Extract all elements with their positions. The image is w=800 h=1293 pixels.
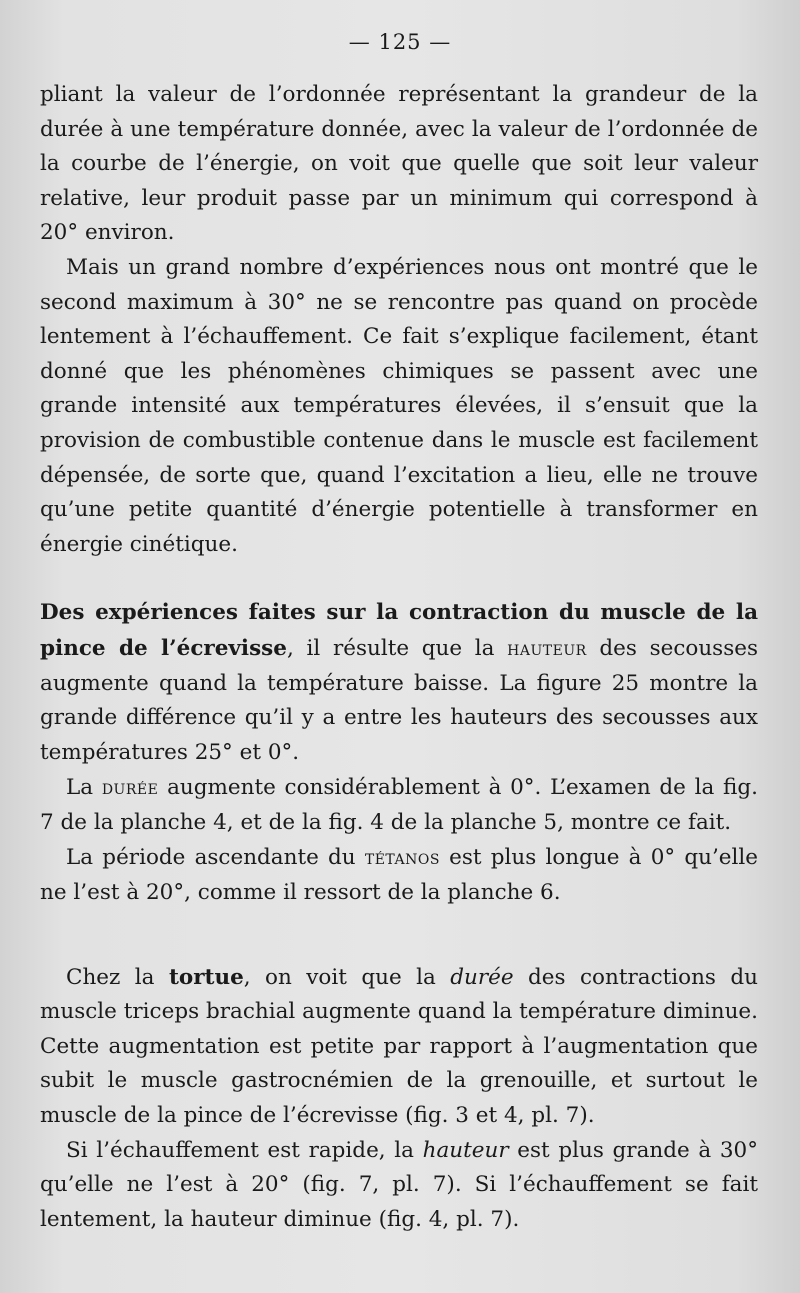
small-caps-term: tétanos <box>364 845 440 870</box>
text-run: est plus longue à 0° qu’elle ne l’est à 20°, comme il ressort de la planche 6. <box>40 845 758 906</box>
text-run: La <box>66 775 102 801</box>
small-caps-term: durée <box>101 775 159 800</box>
text-run: des secousses augmente quand la température baisse. La figure 25 montre la grande différence qu’il y a entre les hauteurs des secousses aux températures 25° et 0°. <box>40 635 758 765</box>
text-run: , il résulte que la <box>286 635 508 661</box>
italic-term: hauteur <box>422 1137 509 1163</box>
text-run: La période ascendante du <box>66 845 365 871</box>
text-run: augmente considérablement à 0°. L’examen de la fig. 7 de la planche 4, et de la fig. 4 de la planche 5, montre ce fait. <box>40 775 758 835</box>
paragraph-2: Mais un grand nombre d’expériences nous ont montré que le second maximum à 30° ne se rencontre pas quand on procède lentement à l’échauffement. Ce fait s’explique facilement, étant donné que les phénomènes chimiques se passent avec une grande intensité aux températures élevées, il s’ensuit que la provision de combustible contenue dans le muscle est facilement dépensée, de sorte que, quand l’excitation a lieu, elle ne trouve qu’une petite quantité d’énergie potentielle à transformer en énergie cinétique. <box>40 254 758 557</box>
paragraph-4 <box>40 770 758 840</box>
paragraph-1: pliant la valeur de l’ordonnée représentant la grandeur de la durée à une température donnée, avec la valeur de l’ordonnée de la courbe de l’énergie, on voit que quelle que soit leur valeur relative, leur produit passe par un minimum qui correspond à 20° environ. <box>40 82 758 246</box>
paragraph-5 <box>40 840 758 910</box>
bold-term: tortue <box>168 964 244 990</box>
text-run: Si l’échauffement est rapide, la <box>66 1137 423 1163</box>
body-text <box>40 78 758 1237</box>
paragraph-6 <box>40 961 758 1134</box>
bold-phrase: Des expériences faites sur la contraction du muscle de la pince de l’écrevisse <box>40 600 758 661</box>
text-run: , on voit que la <box>243 964 451 990</box>
text-run: Chez la <box>66 964 169 990</box>
italic-term: durée <box>450 964 514 990</box>
page-number: — 125 — <box>348 30 452 54</box>
paragraph-7 <box>40 1134 758 1238</box>
text-run: est plus grande à 30° qu’elle ne l’est à 20° (fig. 7, pl. 7). Si l’échauffement se fait lentement, la hauteur diminue (fig. 4, pl. 7). <box>40 1137 758 1232</box>
paragraph-3 <box>40 596 758 770</box>
text-run: des contractions du muscle triceps brachial augmente quand la température diminue. Cette augmentation est petite par rapport à l’augmentation que subit le muscle gastrocnémien de la grenouille, et surtout le muscle de la pince de l’écrevisse (fig. 3 et 4, pl. 7). <box>40 964 758 1129</box>
small-caps-term: hauteur <box>507 635 587 660</box>
